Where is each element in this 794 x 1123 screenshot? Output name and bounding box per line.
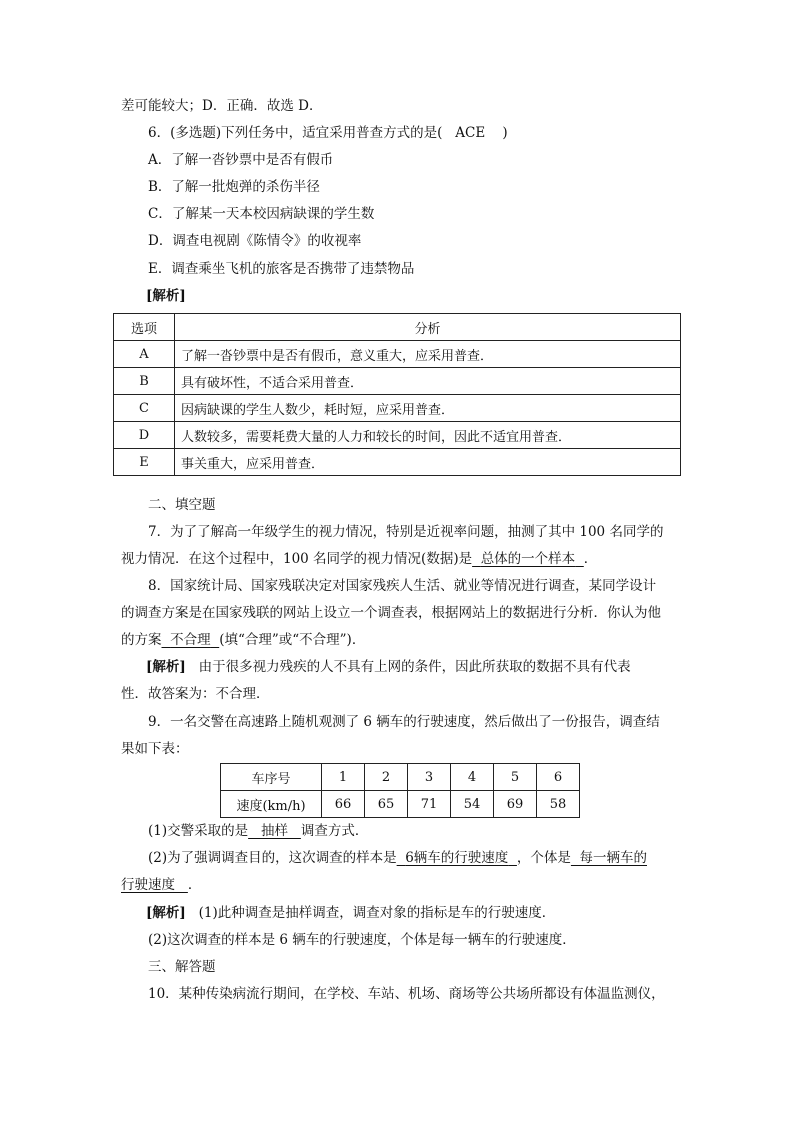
question-7-answer-text: 总体的一个样本: [480, 551, 576, 567]
table-cell: 4: [451, 764, 494, 791]
question-9-part-2-answer-1: [397, 850, 517, 866]
option-a: A．了解一沓钞票中是否有假币: [148, 152, 334, 168]
table-cell: 2: [365, 764, 408, 791]
table-cell: 1: [322, 764, 365, 791]
analysis-table: [113, 313, 681, 476]
table-cell: 3: [408, 764, 451, 791]
question-9-analysis-text: (1)此种调查是抽样调查，调查对象的指标是车的行驶速度．: [198, 905, 556, 921]
question-9-part-2-middle: ，个体是: [516, 850, 571, 866]
table-row-label: 车序号: [221, 764, 322, 791]
table-cell-analysis: 具有破坏性，不适合采用普查．: [175, 368, 681, 395]
question-9-part-1: [148, 822, 368, 840]
question-8-text: 的方案: [121, 632, 162, 648]
question-9-part-2-answer-2-cont: [121, 877, 188, 893]
table-cell: 54: [451, 791, 494, 818]
question-7-line-2: [121, 550, 597, 568]
question-7-line-1: 7．为了了解高一年级学生的视力情况，特别是近视率问题，抽测了其中 100 名同学的: [148, 524, 664, 540]
option-c: C．了解某一天本校因病缺课的学生数: [148, 206, 375, 222]
speed-table: [220, 763, 580, 818]
question-9-part-2-line-1: [148, 849, 647, 867]
table-row-label: 速度(km/h): [221, 791, 322, 818]
table-cell: 69: [494, 791, 537, 818]
table-cell-analysis: 人数较多，需要耗费大量的人力和较长的时间，因此不适宜用普查．: [175, 422, 681, 449]
text-line: 差可能较大；D．正确．故选 D．: [121, 98, 323, 114]
table-row: [114, 449, 681, 476]
question-7-answer: [472, 551, 584, 567]
table-header-row: [114, 314, 681, 341]
question-8-analysis-line-1: [146, 658, 631, 676]
question-9-part-1-answer: [248, 823, 301, 839]
question-6-stem: [148, 124, 508, 142]
question-9-part-2-answer-1-text: 6辆车的行驶速度: [405, 850, 509, 866]
question-8-line-1: 8．国家统计局、国家残联决定对国家残疾人生活、就业等情况进行调查，某同学设计: [148, 578, 657, 594]
table-row: [114, 368, 681, 395]
table-cell: 71: [408, 791, 451, 818]
table-row: [114, 341, 681, 368]
question-9-line-1: 9．一名交警在高速路上随机观测了 6 辆车的行驶速度，然后做出了一份报告，调查结: [148, 714, 660, 730]
question-9-part-2-suffix: ．: [187, 877, 202, 893]
table-row: [221, 764, 580, 791]
table-cell: 5: [494, 764, 537, 791]
table-cell: 65: [365, 791, 408, 818]
section-heading-fill-in: 二、填空题: [148, 497, 216, 513]
option-e: E．调查乘坐飞机的旅客是否携带了违禁物品: [148, 261, 415, 277]
analysis-label: [解析]: [146, 659, 186, 675]
question-9-part-2-answer-2-text: 每一辆车的: [579, 850, 647, 866]
analysis-label: [解析]: [146, 288, 186, 304]
table-row: [114, 395, 681, 422]
question-9-line-2: 果如下表：: [121, 741, 189, 757]
analysis-label: [解析]: [146, 905, 186, 921]
question-9-part-2-answer-2-cont-text: 行驶速度: [121, 877, 175, 893]
question-6-answer: ACE: [455, 125, 486, 141]
table-row: [221, 791, 580, 818]
table-header-option: 选项: [114, 314, 175, 341]
question-9-analysis-line-1: [146, 904, 555, 922]
question-9-part-1-answer-text: 抽样: [261, 823, 288, 839]
option-d: D．调查电视剧《陈情令》的收视率: [148, 233, 362, 249]
question-7-suffix: ．: [583, 551, 598, 567]
question-9-part-2-answer-2: [571, 850, 647, 866]
question-8-answer: [162, 632, 220, 648]
question-8-suffix: (填“合理”或“不合理”)．: [219, 632, 366, 648]
question-6-suffix: ): [502, 125, 508, 141]
question-8-line-2: 的调查方案是在国家残联的网站上设立一个调查表，根据网站上的数据进行分析．你认为他: [121, 605, 661, 621]
question-9-part-1-text: (1)交警采取的是: [148, 823, 249, 839]
question-8-line-3: [121, 631, 365, 649]
table-header-analysis: 分析: [175, 314, 681, 341]
question-9-analysis-line-2: (2)这次调查的样本是 6 辆车的行驶速度，个体是每一辆车的行驶速度．: [148, 932, 576, 948]
question-8-analysis-line-2: 性．故答案为：不合理．: [121, 686, 270, 702]
table-cell: 6: [537, 764, 580, 791]
table-cell-option: A: [114, 341, 175, 368]
option-b: B．了解一批炮弹的杀伤半径: [148, 179, 320, 195]
table-cell-option: E: [114, 449, 175, 476]
table-cell-analysis: 事关重大，应采用普查．: [175, 449, 681, 476]
question-10-line-1: 10．某种传染病流行期间，在学校、车站、机场、商场等公共场所都设有体温监测仪，: [148, 986, 665, 1002]
section-heading-solve: 三、解答题: [148, 959, 216, 975]
question-6-prefix: 6．(多选题)下列任务中，适宜采用普查方式的是(: [148, 125, 443, 141]
table-cell-analysis: 因病缺课的学生人数少，耗时短，应采用普查．: [175, 395, 681, 422]
table-cell-option: B: [114, 368, 175, 395]
question-9-part-1-suffix: 调查方式．: [300, 823, 369, 839]
table-cell-analysis: 了解一沓钞票中是否有假币，意义重大，应采用普查．: [175, 341, 681, 368]
question-9-part-2-text: (2)为了强调调查目的，这次调查的样本是: [148, 850, 397, 866]
table-cell: 58: [537, 791, 580, 818]
table-cell-option: D: [114, 422, 175, 449]
question-9-part-2-line-2: [121, 876, 201, 894]
question-8-analysis-text: 由于很多视力残疾的人不具有上网的条件，因此所获取的数据不具有代表: [198, 659, 631, 675]
table-cell: 66: [322, 791, 365, 818]
question-7-text: 视力情况．在这个过程中，100 名同学的视力情况(数据)是: [121, 551, 473, 567]
question-8-answer-text: 不合理: [170, 632, 211, 648]
table-row: [114, 422, 681, 449]
table-cell-option: C: [114, 395, 175, 422]
